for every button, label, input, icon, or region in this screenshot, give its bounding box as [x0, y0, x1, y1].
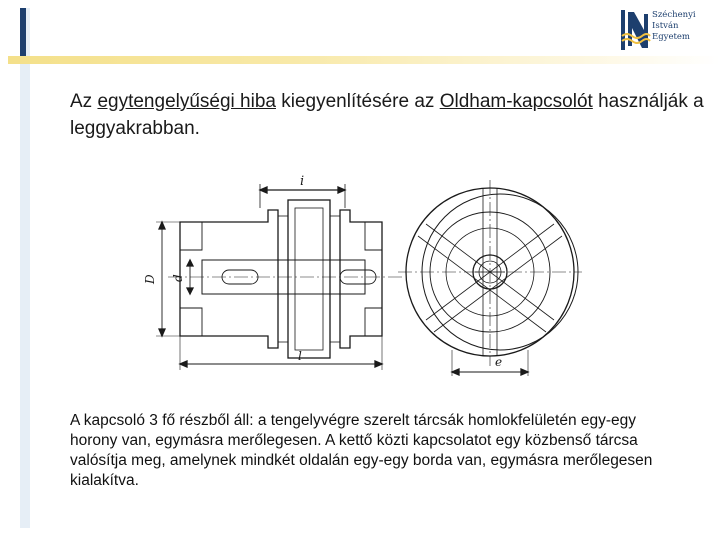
link-egytengelyusegi-hiba[interactable]: egytengelyűségi hiba [97, 91, 276, 112]
logo-text [652, 10, 696, 43]
header-gradient-bar [8, 56, 720, 64]
headline-text-3: használják a leggyakrabban. [70, 91, 704, 139]
dim-e-label: e [495, 355, 503, 369]
dim-l-label: l [298, 349, 302, 363]
szechenyi-university-logo-icon [620, 8, 650, 52]
page-headline [70, 88, 710, 142]
coupling-side-view [143, 174, 402, 370]
university-logo [620, 8, 720, 54]
coupling-front-view [398, 180, 582, 376]
dim-i-label: i [300, 174, 305, 189]
headline-text-1: Az [70, 91, 98, 112]
logo-line-3: Egyetem [652, 32, 690, 42]
dim-D-label: D [143, 274, 157, 284]
link-oldham-kapcsolo[interactable]: Oldham-kapcsolót [439, 91, 593, 112]
description-paragraph: A kapcsoló 3 fő részből áll: a tengelyvégre szerelt tárcsák homlokfelületén egy-egy horony van, egymásra merőlegesen. A kettő közti kapcsolatot egy közbenső tárcsa valósítja meg, amelynek mindkét oldalán egy-egy borda van, egymásra merőlegesen kialakítva. [70, 412, 653, 489]
dim-d-label: d [171, 274, 185, 282]
logo-line-1: Széchenyi [652, 10, 696, 20]
logo-line-2: István [652, 21, 679, 31]
headline-text-2: kiegyenlítésére az [275, 91, 440, 112]
oldham-coupling-drawing [143, 172, 590, 380]
left-accent-bar [20, 8, 30, 528]
